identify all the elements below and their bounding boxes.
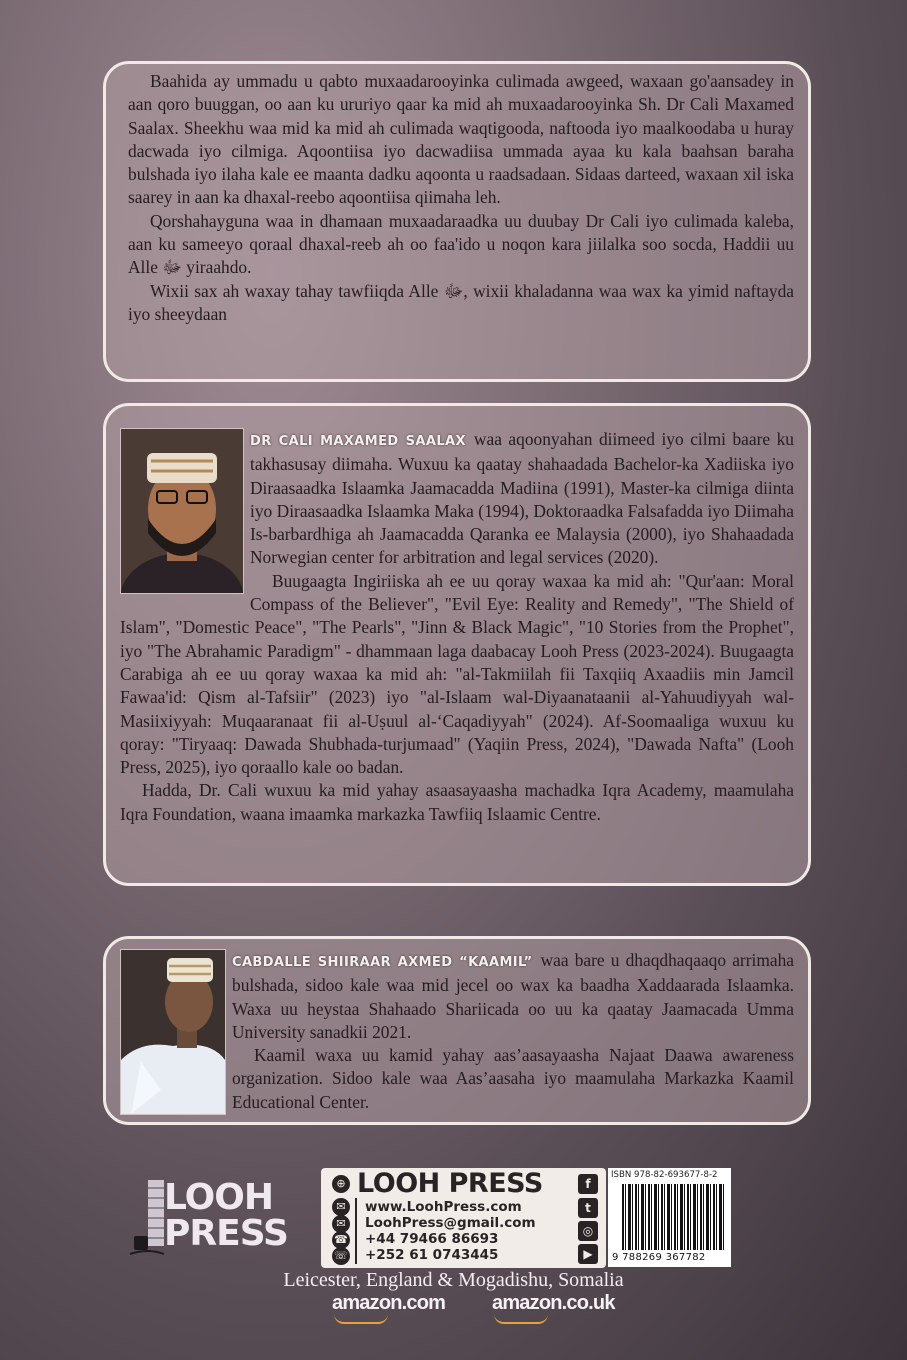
compiler-name: CABDALLE SHIIRAAR AXMED “KAAMIL”: [232, 955, 533, 970]
instagram-icon[interactable]: ◎: [578, 1221, 598, 1241]
email-link[interactable]: LoohPress@gmail.com: [365, 1215, 536, 1231]
twitter-icon[interactable]: t: [578, 1198, 598, 1218]
isbn-barcode: [608, 1168, 731, 1267]
intro-paragraph-2: Qorshahayguna waa in dhamaan muxaadaraadka uu duubay Dr Cali iyo culimada kaleba, aan ku sameeyo qoraal dhaxal-reeb ah oo faa'ido u noqon kara jiilalka soo socda, Haddii uu Alle ﷻ yiraahdo.: [128, 210, 794, 278]
amazon-smile-icon: [494, 1314, 548, 1324]
author-bio-paragraph-2: Buugaagta Ingiriiska ah ee uu qoray waxaa ka mid ah: "Qur'aan: Moral Compass of the Believer", "Evil Eye: Reality and Remedy", "The Shield of Islam", "Domestic Peace", "The Pearls", "Jinn & Black Magic", "10 Stories from the Prophet", iyo "The Abrahamic Paradigm" - dhammaan laga daabacay Looh Press (2023-2024). Buugaagta Carabiga ah ee uu qoray waxaa ka mid ah: "al-Takmiilah fii Taxqiiq Axaadiis min Jamcil Fawaa'id: Qism al-Tafsiir" (2023) iyo "al-Islaam wal-Diyaanataanii al-Yahuudiyyah wal-Masiixiyyah: Muqaaranaat fii al-Uṣuul al-‘Caqadiyyah" (2024). Af-Soomaaliga wuxuu ku qoray: "Tiryaaq: Dawada Shubhada-turjumaad" (Yaqiin Press, 2024), "Dawada Nafta" (Looh Press, 2025), iyo qoraallo kale oo badan.: [120, 570, 794, 778]
publisher-contact-box: [321, 1168, 606, 1268]
phone-icon: ☎: [332, 1231, 350, 1249]
website-icon: ✉: [332, 1198, 350, 1216]
youtube-icon[interactable]: ▶: [578, 1244, 598, 1264]
whatsapp-icon: ☏: [332, 1247, 350, 1265]
contact-divider: [355, 1198, 357, 1264]
phone-number-so[interactable]: +252 61 0743445: [365, 1247, 499, 1263]
ink-bottle-icon: [128, 1178, 168, 1258]
compiler-portrait-icon: [121, 950, 225, 1114]
amazon-uk-store[interactable]: [492, 1292, 615, 1315]
compiler-bio-paragraph-2: Kaamil waxa uu kamid yahay aas’aasayaasha Najaat Daawa awareness organization. Sidoo kale waa Aas’aasaha iyo maamulaha Markazka Kaamil Educational Center.: [232, 1045, 794, 1112]
intro-panel: [103, 61, 811, 382]
compiler-bio-lead: waa bare u dhaqdhaqaaqo arrimaha bulshada, sidoo kale waa mid jecel oo wax ka baadha Xaddaarada Islaamka. Waxa uu heystaa Shahaado Shariicada oo uu ka qaatay Jaamacada Umma University sanadkii 2021.: [232, 950, 794, 1042]
author-portrait-icon: [121, 429, 243, 593]
phone-number-uk[interactable]: +44 79466 86693: [365, 1231, 499, 1247]
isbn-text: ISBN 978-82-693677-8-2: [611, 1170, 718, 1180]
barcode-number: 9 788269 367782: [612, 1252, 706, 1263]
amazon-smile-icon: [334, 1314, 388, 1324]
author-bio-lead: waa aqoonyahan diimeed iyo cilmi baare ku takhasusay diimaha. Wuxuu ka qaatay shahaadada Bachelor-ka Xadiiska iyo Diraasaadka Islaamka Jaamacadda Madiina (1991), Master-ka cilmiga diinta iyo Diraasaadka Islaamka Maka (1994), Doktoraadka Falsafadda iyo Diimaha Is-barbardhiga ah Jaamacadda Qaranka ee Malaysia (2000), iyo Shahaadada Norwegian center for arbitration and legal services (2020).: [250, 429, 794, 568]
publisher-box-title: LOOH PRESS: [357, 1168, 543, 1199]
logo-word-1: LOOH: [164, 1177, 273, 1218]
logo-word-2: PRESS: [164, 1213, 288, 1254]
intro-paragraph-1: Baahida ay ummadu u qabto muxaadarooyinka culimada awgeed, waxaan go'aansadey in aan qoro buuggan, oo aan ku ururiyo qaar ka mid ah muxaadarooyinka Sh. Dr Cali Maxamed Saalax. Sheekhu waa mid ka mid ah culimada waqtigooda, naftooda iyo maalkoodaba u huray dacwada iyo cilmiga. Aqoontiisa iyo dacwadiisa ummada ayaa ku kala baahsan baraha bulshada iyo ilaha kale ee maanta dadku aqoonta u raadsadaan. Sidaas darteed, waxaan xil iska saarey in aan ka dhaxal-reebo aqoontiisa qiimaha leh.: [128, 71, 794, 208]
author-name: DR CALI MAXAMED SAALAX: [250, 434, 466, 449]
barcode-bars: [622, 1184, 726, 1250]
facebook-icon[interactable]: f: [578, 1174, 598, 1194]
amazon-uk-label: amazon.co.uk: [492, 1292, 615, 1314]
globe-icon: ⊕: [332, 1175, 350, 1193]
compiler-photo: [120, 949, 226, 1115]
publisher-location: Leicester, England & Mogadishu, Somalia: [283, 1269, 624, 1291]
author-photo: [120, 428, 244, 594]
compiler-bio-panel: [103, 936, 811, 1125]
amazon-com-store[interactable]: [332, 1292, 445, 1315]
publisher-logo: [128, 1178, 318, 1256]
author-bio-panel: [103, 403, 811, 886]
amazon-com-label: amazon.com: [332, 1292, 446, 1314]
email-icon: ✉: [332, 1215, 350, 1233]
author-bio-paragraph-3: Hadda, Dr. Cali wuxuu ka mid yahay asaasayaasha machadka Iqra Academy, maamulaha Iqra Foundation, waana imaamka markazka Tawfiiq Islaamic Centre.: [120, 780, 794, 824]
website-link[interactable]: www.LoohPress.com: [365, 1199, 522, 1215]
intro-paragraph-3: Wixii sax ah waxay tahay tawfiiqda Alle ﷻ, wixii khaladanna waa wax ka yimid naftayda iyo sheeydaan: [128, 280, 795, 324]
